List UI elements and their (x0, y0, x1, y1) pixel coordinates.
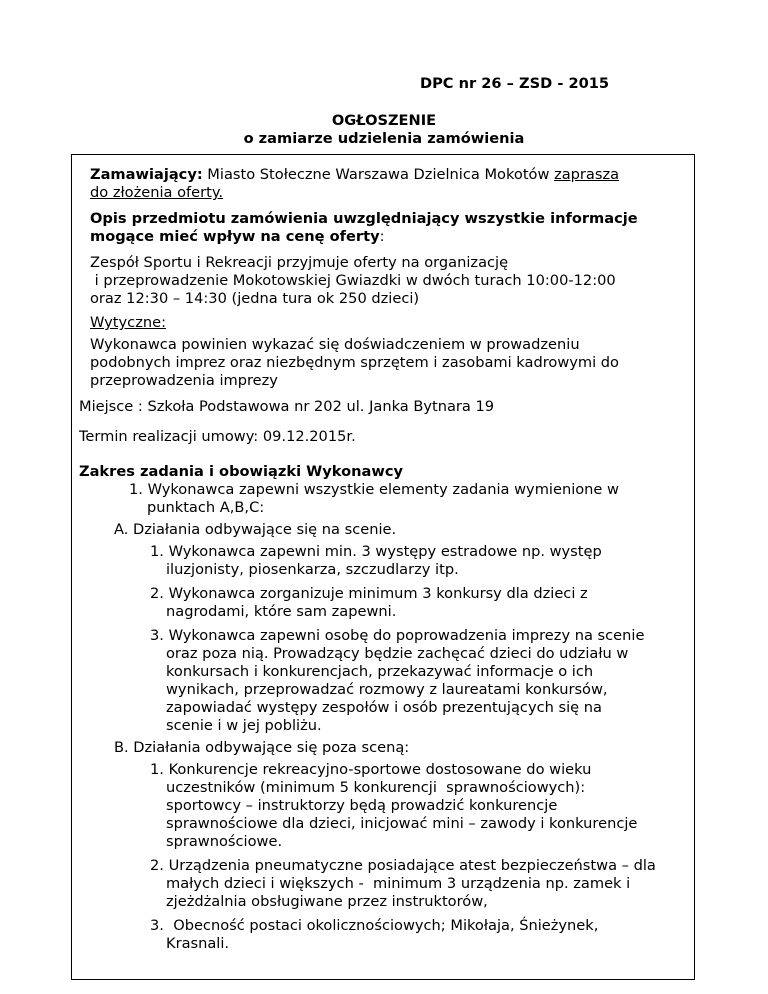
b2-line1: 2. Urządzenia pneumatyczne posiadające atest bezpieczeństwa – dla (150, 857, 656, 874)
description-heading-line2: mogące mieć wpływ na cenę oferty: (90, 228, 385, 245)
b1-line5: sprawnościowe. (166, 833, 283, 850)
section-a-heading: A. Działania odbywające się na scenie. (114, 521, 397, 538)
scope-heading: Zakres zadania i obowiązki Wykonawcy (79, 463, 403, 480)
guidelines-heading: Wytyczne: (90, 314, 166, 331)
invitation-link-line2: do złożenia oferty. (90, 184, 224, 201)
a3-line6: scenie i w jej pobliżu. (166, 717, 322, 734)
a1-line1: 1. Wykonawca zapewni min. 3 występy estradowe np. występ (150, 543, 602, 560)
description-text-line3: oraz 12:30 – 14:30 (jedna tura ok 250 dzieci) (90, 290, 420, 307)
guidelines-text-line2: podobnych imprez oraz niezbędnym sprzętem i zasobami kadrowymi do (90, 354, 619, 371)
b1-line1: 1. Konkurencje rekreacyjno-sportowe dostosowane do wieku (150, 761, 592, 778)
ordering-party-label: Zamawiający: (90, 166, 203, 183)
invitation-link-line1: zaprasza (554, 166, 620, 183)
b3-line2: Krasnali. (166, 935, 230, 952)
a3-line2: oraz poza nią. Prowadzący będzie zachęcać dzieci do udziału w (166, 645, 629, 662)
description-heading-line1: Opis przedmiotu zamówienia uwzględniający wszystkie informacje (90, 210, 638, 227)
section-b-heading: B. Działania odbywające się poza sceną: (114, 739, 410, 756)
scope-item-1-line2: punktach A,B,C: (147, 499, 265, 516)
b2-line2: małych dzieci i większych - minimum 3 urządzenia np. zamek i (166, 875, 631, 892)
scope-item-1-line1: 1. Wykonawca zapewni wszystkie elementy zadania wymienione w (129, 481, 619, 498)
b1-line3: sportowcy – instruktorzy będą prowadzić konkurencje (166, 797, 558, 814)
a3-line3: konkursach i konkurencjach, przekazywać informacje o ich (166, 663, 594, 680)
guidelines-text-line3: przeprowadzenia imprezy (90, 372, 278, 389)
b2-line3: zjeżdżalnia obsługiwane przez instruktorów, (166, 893, 488, 910)
a3-line1: 3. Wykonawca zapewni osobę do poprowadzenia imprezy na scenie (150, 627, 645, 644)
announcement-subtitle: o zamiarze udzielenia zamówienia (243, 130, 525, 147)
document-reference: DPC nr 26 – ZSD - 2015 (420, 75, 610, 92)
ordering-party-line (90, 166, 619, 184)
a3-line5: zapowiadać występy zespołów i osób prezentujących się na (166, 699, 602, 716)
announcement-title: OGŁOSZENIE (331, 112, 437, 129)
a2-line2: nagrodami, które sam zapewni. (166, 603, 397, 620)
guidelines-text-line1: Wykonawca powinien wykazać się doświadczeniem w prowadzeniu (90, 336, 580, 353)
a3-line4: wynikach, przeprowadzać rozmowy z laureatami konkursów, (166, 681, 608, 698)
a2-line1: 2. Wykonawca zorganizuje minimum 3 konkursy dla dzieci z (150, 585, 588, 602)
b3-line1: 3. Obecność postaci okolicznościowych; Mikołaja, Śnieżynek, (150, 917, 599, 934)
description-text-line1: Zespół Sportu i Rekreacji przyjmuje oferty na organizację (90, 254, 509, 271)
deadline-line: Termin realizacji umowy: 09.12.2015r. (79, 428, 356, 445)
b1-line4: sprawnościowe dla dzieci, inicjować mini – zawody i konkurencje (166, 815, 638, 832)
b1-line2: uczestników (minimum 5 konkurencji sprawnościowych): (166, 779, 586, 796)
ordering-party-text: Miasto Stołeczne Warszawa Dzielnica Mokotów (202, 166, 555, 183)
location-line: Miejsce : Szkoła Podstawowa nr 202 ul. Janka Bytnara 19 (79, 398, 495, 415)
description-text-line2: i przeprowadzenie Mokotowskiej Gwiazdki w dwóch turach 10:00-12:00 (90, 272, 616, 289)
a1-line2: iluzjonisty, piosenkarza, szczudlarzy itp. (166, 561, 459, 578)
